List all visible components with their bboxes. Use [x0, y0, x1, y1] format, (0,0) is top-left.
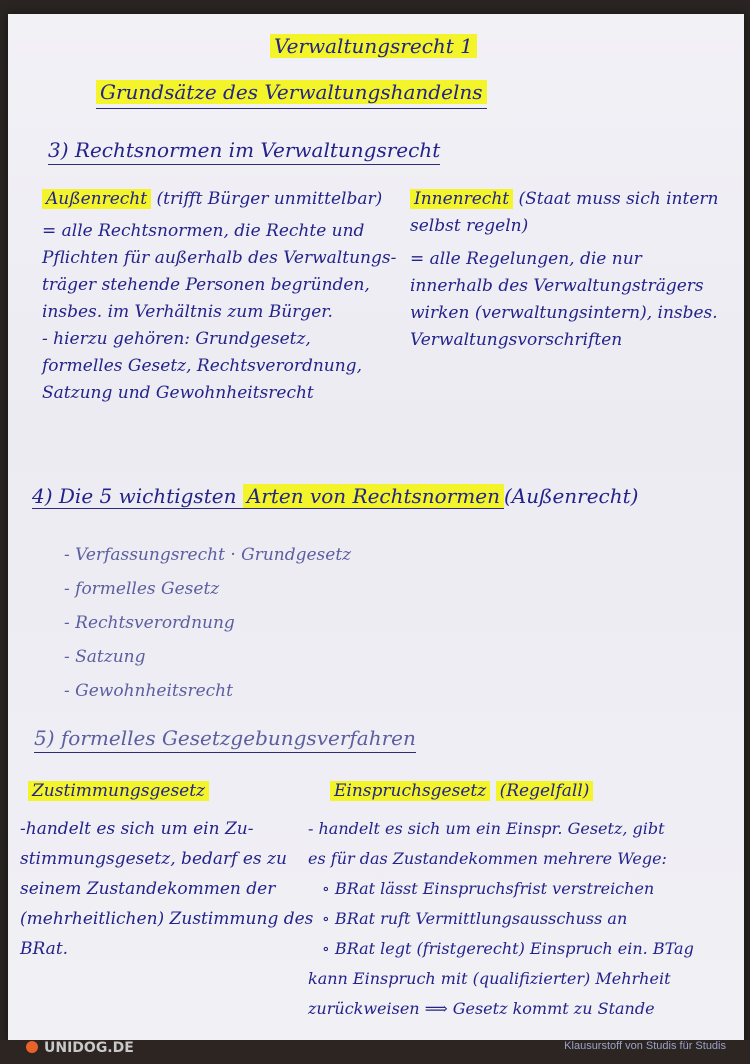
section4-heading-prefix: 4) Die 5 wichtigsten [32, 484, 243, 508]
text-line: (mehrheitlichen) Zustimmung des [20, 909, 314, 929]
text-line: Pflichten für außerhalb des Verwaltungs- [42, 248, 397, 268]
section4-heading-highlight: Arten von Rechtsnormen [243, 484, 504, 509]
section3-right-header [410, 186, 730, 240]
text-line: = alle Rechtsnormen, die Rechte und [42, 221, 365, 241]
text-line: stimmungsgesetz, bedarf es zu [20, 849, 287, 869]
list-item: - formelles Gesetz [64, 579, 220, 599]
text-line: seinem Zustandekommen der [20, 879, 276, 899]
logo-dot-icon [26, 1041, 38, 1053]
text-line: -handelt es sich um ein Zu- [20, 819, 254, 839]
section4-heading [32, 484, 638, 508]
text-line: es für das Zustandekommen mehrere Wege: [308, 849, 667, 868]
section5-left-text [20, 814, 313, 964]
einspruchsgesetz-label: Einspruchsgesetz [330, 781, 490, 801]
text-line: = alle Regelungen, die nur [410, 249, 642, 269]
text-line: - handelt es sich um ein Einspr. Gesetz, gibt [308, 819, 665, 838]
list-item: - Verfassungsrecht · Grundgesetz [64, 545, 352, 565]
aussenrecht-label: Außenrecht [42, 189, 151, 209]
section5-left-header [28, 778, 209, 805]
section3-left-text [42, 218, 396, 407]
text-line: insbes. im Verhältnis zum Bürger. [42, 302, 333, 322]
einspruchsgesetz-note: (Regelfall) [496, 781, 594, 801]
text-line: wirken (verwaltungsintern), insbes. [410, 303, 718, 323]
text-line: ∘ BRat lässt Einspruchsfrist verstreichen [322, 879, 655, 898]
page-subtitle-text: Grundsätze des Verwaltungshandelns [96, 80, 487, 104]
section3-left-header [42, 186, 382, 213]
section5-right-header [330, 778, 593, 805]
text-line: Verwaltungsvorschriften [410, 330, 623, 350]
zustimmungsgesetz-label: Zustimmungsgesetz [28, 781, 209, 801]
text-line: Satzung und Gewohnheitsrecht [42, 383, 314, 403]
page-title-text: Verwaltungsrecht 1 [270, 34, 477, 58]
text-line: BRat. [20, 939, 69, 959]
aussenrecht-note: (trifft Bürger unmittelbar) [156, 189, 383, 209]
logo-text: UNIDOG.DE [44, 1040, 134, 1056]
text-line: ∘ BRat legt (fristgerecht) Einspruch ein. BTag [322, 939, 694, 958]
page-subtitle [96, 80, 487, 109]
section5-right-text [308, 814, 694, 1024]
page-title [270, 34, 477, 58]
note-sheet [8, 14, 744, 1044]
section3-right-text [410, 246, 718, 354]
text-line: formelles Gesetz, Rechtsverordnung, [42, 356, 362, 376]
list-item: - Satzung [64, 647, 146, 667]
innenrecht-label: Innenrecht [410, 189, 513, 209]
footer-tagline: Klausurstoff von Studis für Studis [564, 1040, 726, 1052]
text-line: ∘ BRat ruft Vermittlungsausschuss an [322, 909, 628, 928]
innenrecht-note: (Staat muss sich intern selbst regeln) [410, 189, 719, 236]
section4-heading-suffix: (Außenrecht) [503, 484, 639, 508]
section4-list [64, 538, 351, 708]
text-line: kann Einspruch mit (qualifizierter) Mehrheit [308, 969, 671, 988]
text-line: innerhalb des Verwaltungsträgers [410, 276, 704, 296]
list-item: - Gewohnheitsrecht [64, 681, 233, 701]
text-line: - hierzu gehören: Grundgesetz, [42, 329, 311, 349]
list-item: - Rechtsverordnung [64, 613, 235, 633]
site-logo[interactable] [26, 1040, 134, 1056]
section5-heading: 5) formelles Gesetzgebungsverfahren [34, 726, 416, 753]
section3-heading: 3) Rechtsnormen im Verwaltungsrecht [48, 138, 440, 165]
text-line: zurückweisen ⟹ Gesetz kommt zu Stande [308, 999, 655, 1018]
text-line: träger stehende Personen begründen, [42, 275, 370, 295]
